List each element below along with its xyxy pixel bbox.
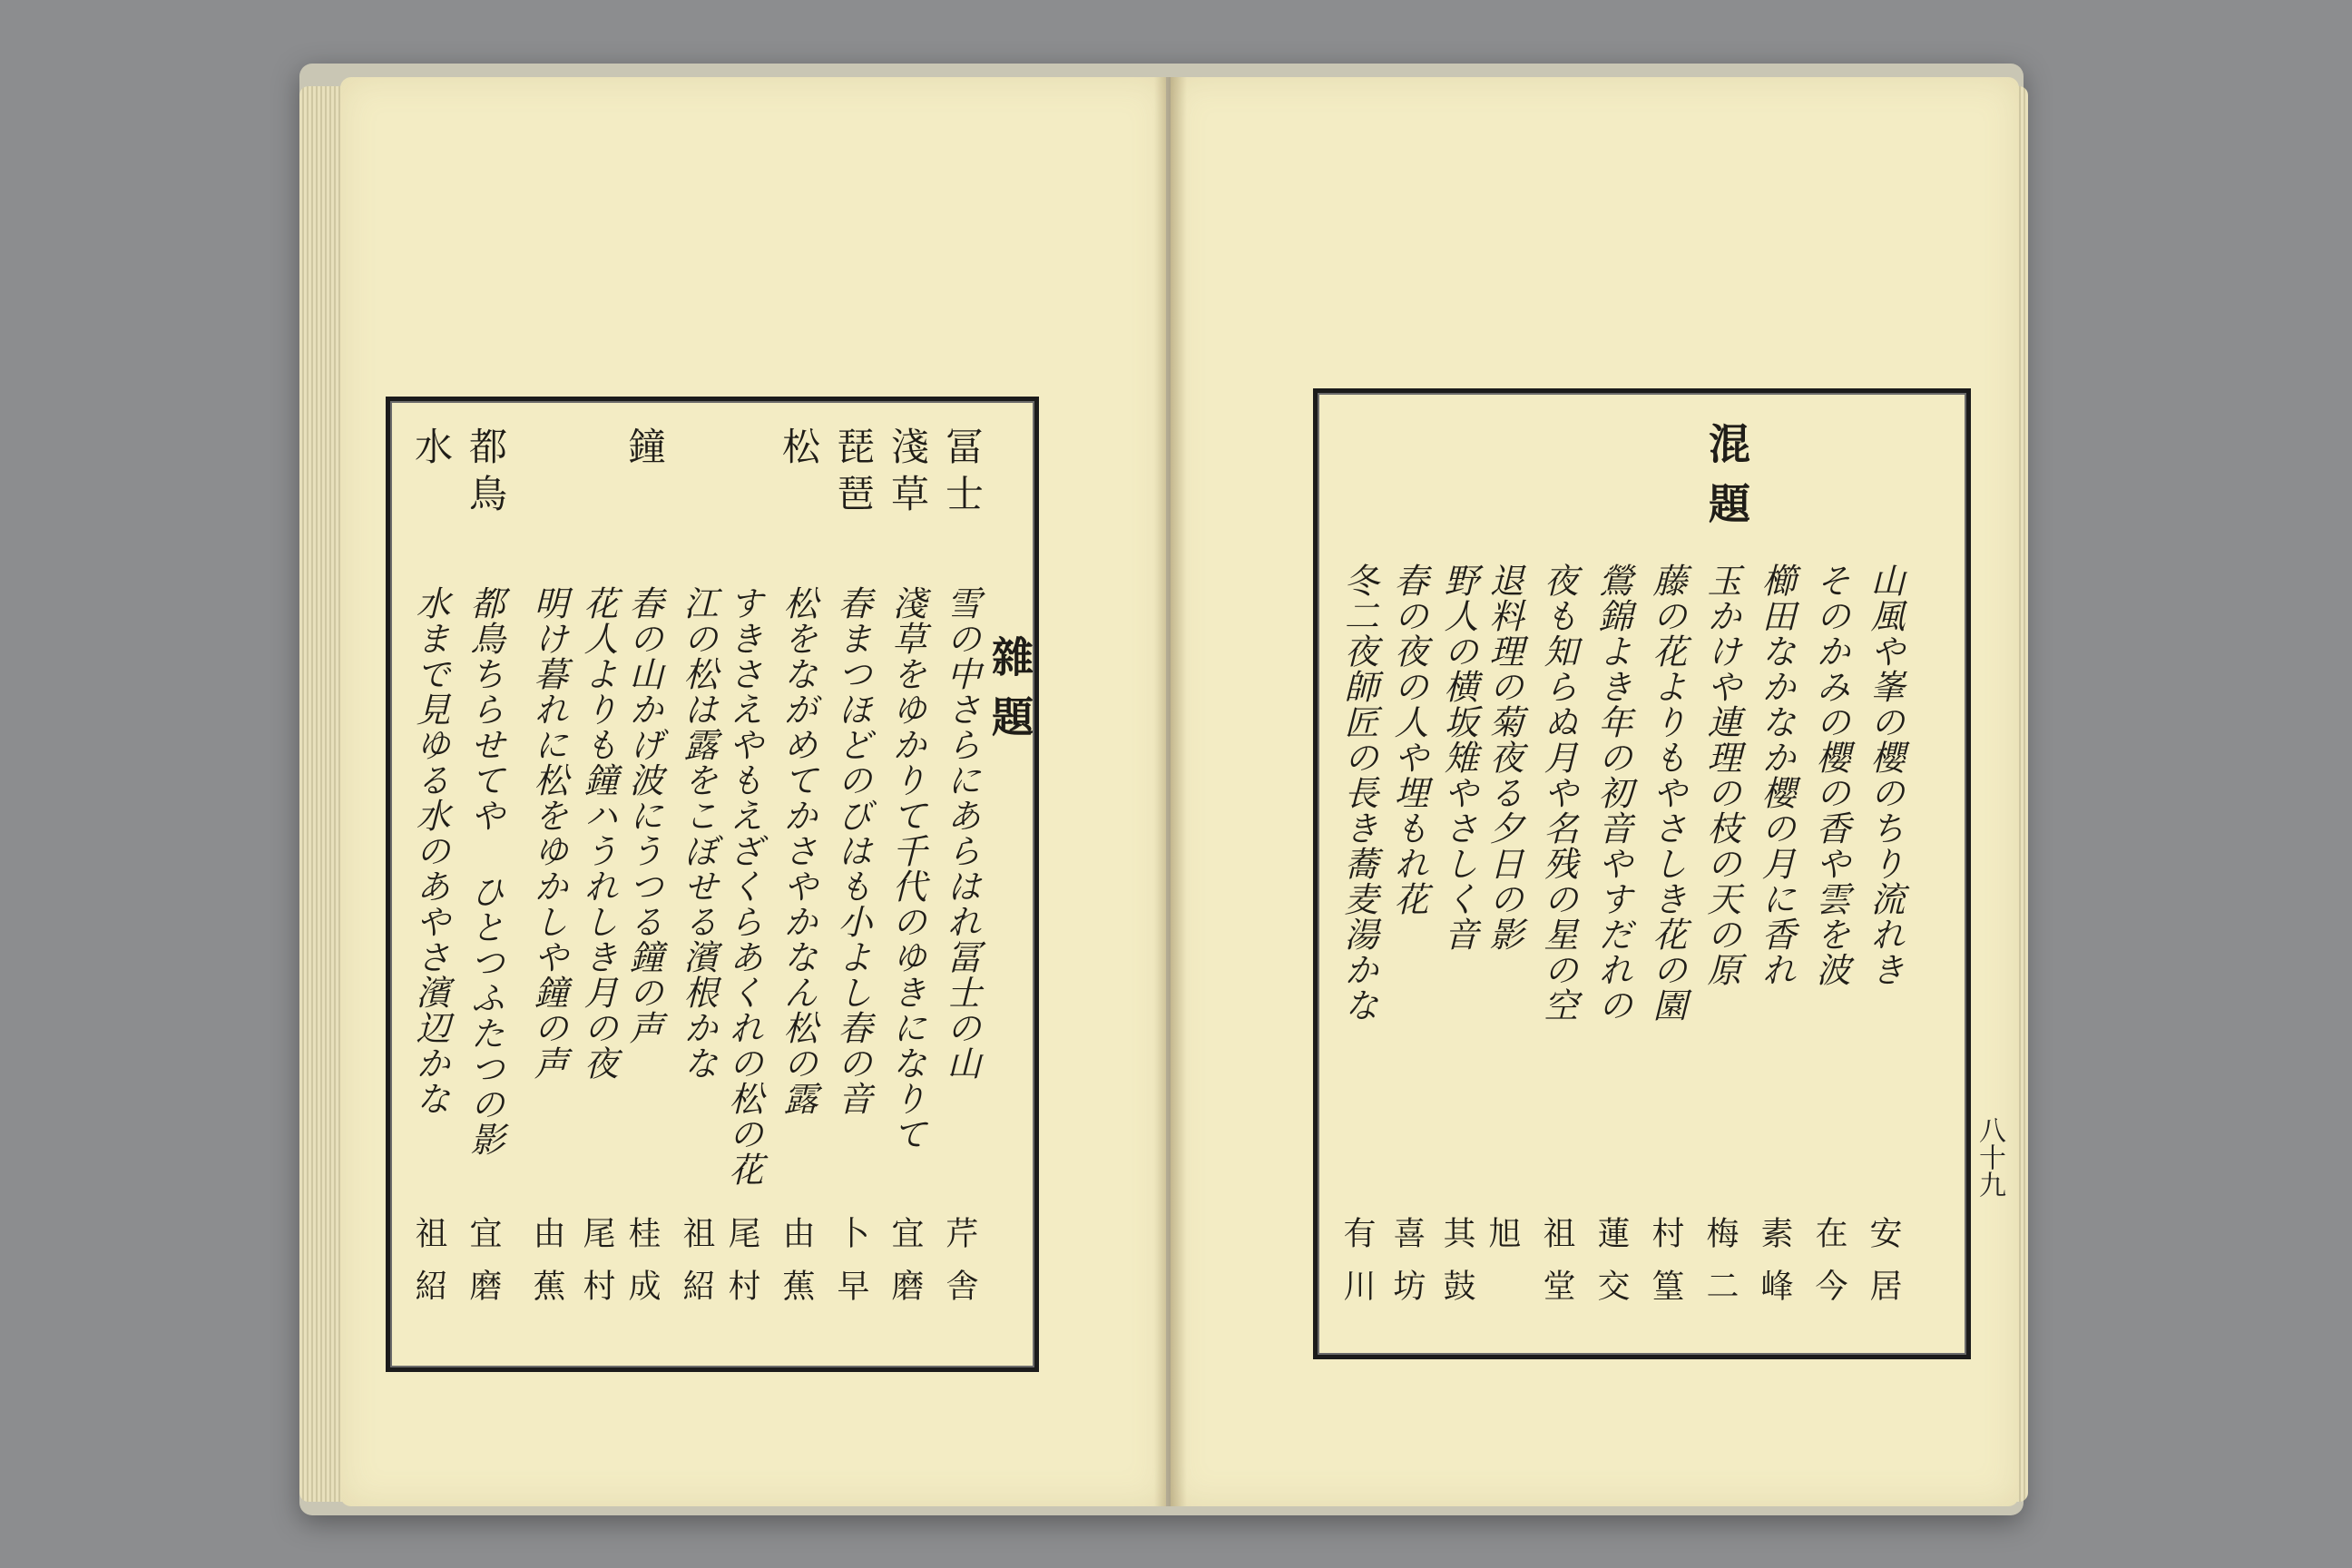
topic-label: 松 [777, 426, 821, 474]
verse-text: 明け暮れに松をゆかしや鐘の声 [528, 585, 568, 1081]
author-name: 宜磨 [465, 1216, 502, 1321]
author-name: 喜坊 [1388, 1216, 1426, 1321]
verse-text: 花人よりも鐘ハうれしき月の夜 [578, 585, 618, 1081]
verse-text: 松をながめてかさやかなん松の露 [778, 585, 818, 1116]
topic-label: 琵琶 [831, 426, 876, 521]
verse-text: そのかみの櫻の香や雲を波 [1810, 563, 1850, 987]
topic-label: 淺草 [886, 426, 930, 521]
author-name: 祖紹 [678, 1216, 715, 1321]
verse-text: 江の松は露をこぼせる濱根かな [678, 585, 718, 1081]
author-name: 有川 [1338, 1216, 1376, 1321]
author-name: 卜早 [832, 1216, 869, 1321]
verse-text: 退料理の菊夜る夕日の影 [1484, 563, 1524, 952]
author-name: 桂成 [623, 1216, 661, 1321]
topic-label: 水 [409, 426, 454, 474]
author-name: 宜磨 [887, 1216, 924, 1321]
verse-text: 春まつほどのびはも小よし春の音 [832, 585, 872, 1116]
author-name: 安居 [1865, 1216, 1902, 1321]
folio-number: 八十九 [1974, 1116, 2005, 1198]
verse-text: 藤の花よりもやさしき花の園 [1647, 563, 1687, 1023]
verse-text: 淺草をゆかりて千代のゆきになりて [887, 585, 926, 1152]
author-name: 梅二 [1701, 1216, 1739, 1321]
author-name: 蓮交 [1592, 1216, 1630, 1321]
author-name: 在今 [1810, 1216, 1847, 1321]
author-name: 村篁 [1647, 1216, 1684, 1321]
verse-text: 都鳥ちらせてや ひとつふたつの影 [465, 585, 505, 1157]
author-name: 尾村 [723, 1216, 760, 1321]
author-name: 素峰 [1756, 1216, 1793, 1321]
verse-text: 野人の横坂雉やさしく音 [1438, 563, 1478, 952]
verse-text: 春の夜の人や埋もれ花 [1388, 563, 1428, 916]
author-name: 由蕉 [778, 1216, 815, 1321]
left-page-heading: 雜題 [985, 635, 1034, 755]
book-gutter [1154, 77, 1187, 1506]
verse-text: すきさえやもえざくらあくれの松の花 [723, 585, 763, 1187]
author-name: 祖紹 [410, 1216, 447, 1321]
verse-text: 夜も知らぬ月や名残の星の空 [1538, 563, 1578, 1023]
topic-label: 鐘 [622, 426, 667, 474]
verse-text: 鶯錦よき年の初音やすだれの [1592, 563, 1632, 1023]
verse-text: 水まで見ゆる水のあやさ濱辺かな [410, 585, 450, 1116]
author-name: 尾村 [578, 1216, 615, 1321]
author-name: 芹舎 [941, 1216, 978, 1321]
right-page-heading: 混題 [1702, 422, 1751, 542]
verse-text: 雪の中さらにあらはれ冨士の山 [941, 585, 981, 1081]
author-name: 旭 [1484, 1216, 1521, 1269]
author-name: 其鼓 [1438, 1216, 1475, 1321]
verse-text: 山風や峯の櫻のちり流れき [1865, 563, 1905, 987]
topic-label: 都鳥 [464, 426, 508, 521]
author-name: 由蕉 [528, 1216, 565, 1321]
topic-label: 冨士 [940, 426, 985, 521]
author-name: 祖堂 [1538, 1216, 1575, 1321]
verse-text: 春の山かげ波にうつる鐘の声 [623, 585, 663, 1045]
verse-text: 冬二夜師匠の長き蕎麦湯かな [1338, 563, 1378, 1023]
page-edges-left [299, 86, 345, 1502]
verse-text: 玉かけや連理の枝の天の原 [1701, 563, 1741, 987]
verse-text: 櫛田なかなか櫻の月に香れ [1756, 563, 1796, 987]
